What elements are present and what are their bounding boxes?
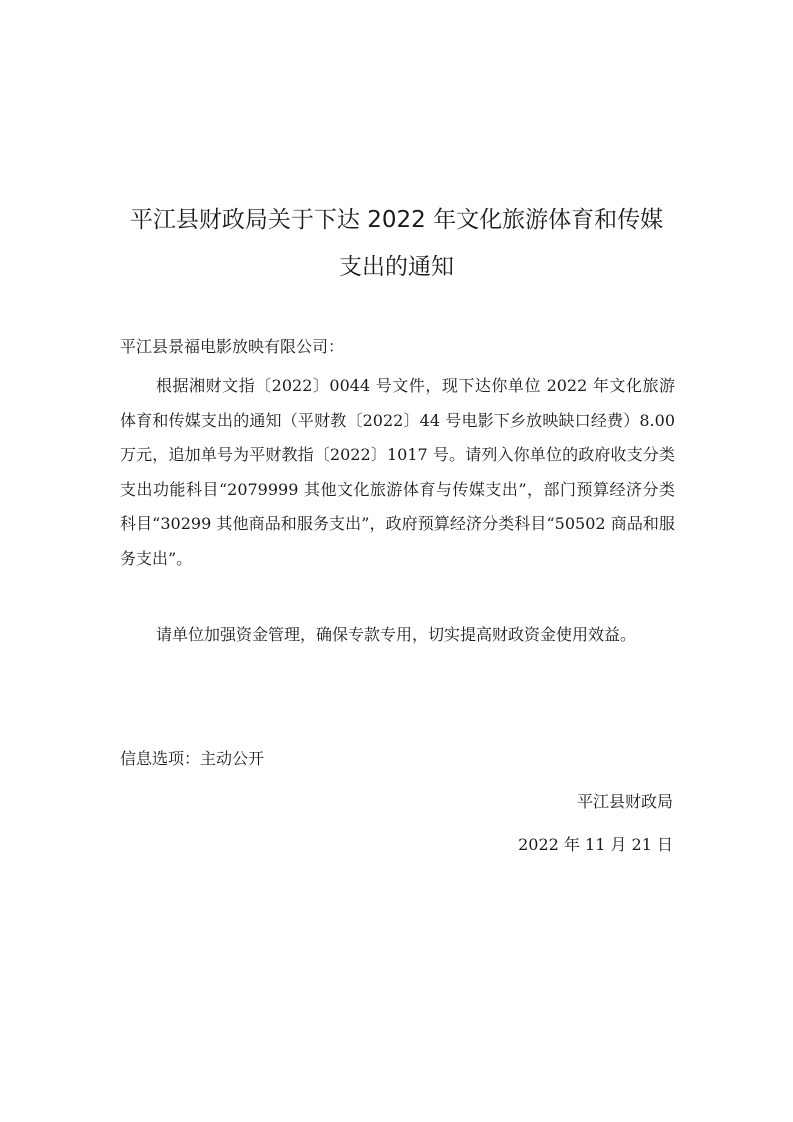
document-title-line2: 支出的通知 (339, 254, 454, 280)
body-paragraph-2: 请单位加强资金管理，确保专款专用，切实提高财政资金使用效益。 (156, 625, 637, 644)
issuer-signature: 平江县财政局 (576, 792, 673, 811)
body-paragraph-1: 根据湘财文指〔2022〕0044 号文件，现下达你单位 2022 年文化旅游体育和传媒支出的通知（平财教〔2022〕44 号电影下乡放映缺口经费）8.00 万元，追加单号为平财教指〔2022〕1017 号。请列入你单位的政府收支分类支出功能科目“2079999 其他文化旅游体育与传媒支出”，部门预算经济分类科目“30299 其他商品和服务支出”，政府预算经济分类科目“50502 商品和服务支出”。 (120, 376, 675, 568)
salutation: 平江县景福电影放映有限公司： (120, 337, 345, 356)
issue-date: 2022 年 11 月 21 日 (518, 835, 673, 854)
disclosure-option: 信息选项：主动公开 (120, 749, 265, 768)
document-title-line1: 平江县财政局关于下达 2022 年文化旅游体育和传媒 (129, 207, 664, 233)
